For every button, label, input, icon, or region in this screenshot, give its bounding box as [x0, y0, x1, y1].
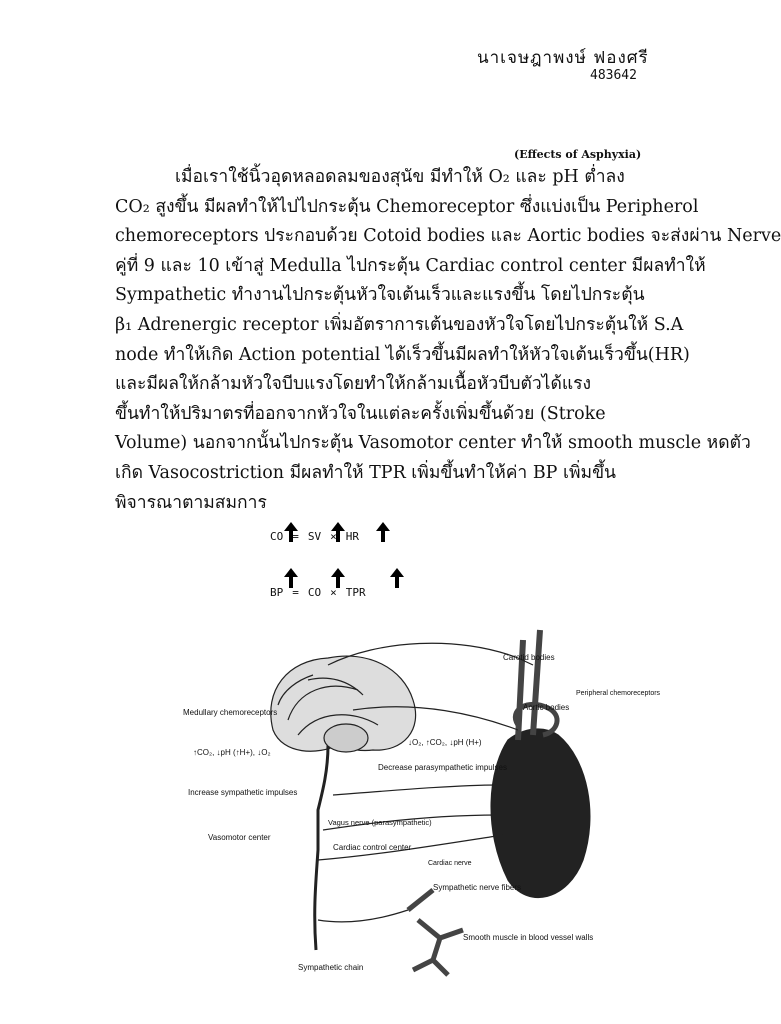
label-increase-symp: Increase sympathetic impulses [188, 788, 298, 797]
label-cardiac-nerve: Cardiac nerve [428, 860, 472, 867]
up-arrow-icon [331, 522, 345, 542]
label-medullary-stim: ↑CO₂, ↓pH (↑H+), ↓O₂ [193, 748, 271, 757]
label-cardiac-center: Cardiac control center [333, 843, 412, 852]
brain-illustration [271, 656, 416, 950]
label-medullary: Medullary chemoreceptors [183, 708, 278, 717]
eq-term: CO [307, 586, 322, 599]
paragraph-line: คู่ที่ 9 และ 10 เข้าสู่ Medulla ไปกระตุ้น Cardiac control center มีผลทำให้ [115, 255, 706, 276]
label-carotid: Carotid bodies [503, 653, 555, 662]
label-aortic: Aortic bodies [523, 703, 570, 712]
paragraph-line: เมื่อเราใช้นิ้วอุดหลอดลมของสุนัข มีทำให้ O₂ และ pH ต่ำลง [175, 167, 625, 187]
paragraph-line: พิจารณาตามสมการ [115, 492, 267, 513]
paragraph-line: CO₂ สูงขึ้น มีผลทำให้ไปไปกระตุ้น Chemoreceptor ซึ่งแบ่งเป็น Peripherol [115, 196, 699, 217]
label-vagus: Vagus nerve (parasympathetic) [328, 818, 432, 827]
up-arrow-icon [390, 568, 404, 588]
eq-term: SV [307, 530, 322, 543]
paragraph-line: node ทำให้เกิด Action potential ได้เร็วขึ้นมีผลทำให้หัวใจเต้นเร็วขึ้น(HR) [115, 344, 690, 365]
label-peripheral-stim: ↓O₂, ↑CO₂, ↓pH (H+) [408, 738, 482, 747]
label-symp-chain: Sympathetic chain [298, 963, 364, 972]
paragraph-line: Volume) นอกจากนั้นไปกระตุ้น Vasomotor center ทำให้ smooth muscle หดตัว [115, 433, 751, 454]
up-arrow-icon [284, 568, 298, 588]
paragraph-line: β₁ Adrenergic receptor เพิ่มอัตราการเต้นของหัวใจโดยไปกระตุ้นให้ S.A [115, 314, 684, 335]
eq-term: CO [270, 530, 284, 543]
paragraph-line: ขึ้นทำให้ปริมาตรที่ออกจากหัวใจในแต่ละครั้งเพิ่มขึ้นด้วย (Stroke [115, 403, 606, 424]
eq-term: × [330, 530, 337, 543]
eq-term: × [330, 586, 337, 599]
eq-term: TPR [345, 586, 366, 599]
author-name: นาเจษฎาพงษ์ ฟองศรี [477, 48, 649, 68]
asphyxia-reflex-diagram [178, 620, 661, 1020]
student-id: 483642 [590, 68, 637, 83]
paragraph-body [115, 163, 781, 518]
paragraph-line: เกิด Vasocostriction มีผลทำให้ TPR เพิ่มขึ้นทำให้ค่า BP เพิ่มขึ้น [115, 462, 616, 483]
eq-term: BP [270, 586, 284, 599]
up-arrow-icon [376, 522, 390, 542]
label-vasomotor: Vasomotor center [208, 833, 271, 842]
up-arrow-icon [284, 522, 298, 542]
label-smooth-muscle: Smooth muscle in blood vessel walls [463, 933, 594, 942]
label-peripheral: Peripheral chemoreceptors [576, 690, 661, 697]
eq-term: HR [345, 530, 359, 543]
section-title: (Effects of Asphyxia) [514, 148, 642, 161]
label-symp-fibers: Sympathetic nerve fibers [433, 883, 522, 892]
label-decrease-para: Decrease parasympathetic impulses [378, 763, 507, 772]
eq-term: = [292, 586, 299, 599]
paragraph-line: และมีผลให้กล้ามหัวใจบีบแรงโดยทำให้กล้ามเนื้อหัวบีบตัวได้แรง [115, 374, 592, 395]
up-arrow-icon [331, 568, 345, 588]
paragraph-line: Sympathetic ทำงานไปกระตุ้นหัวใจเต้นเร็วและแรงขึ้น โดยไปกระตุ้น [115, 285, 645, 306]
eq-term: = [292, 530, 299, 543]
paragraph-line: chemoreceptors ประกอบด้วย Cotoid bodies และ Aortic bodies จะส่งผ่าน Nerve [115, 226, 781, 247]
